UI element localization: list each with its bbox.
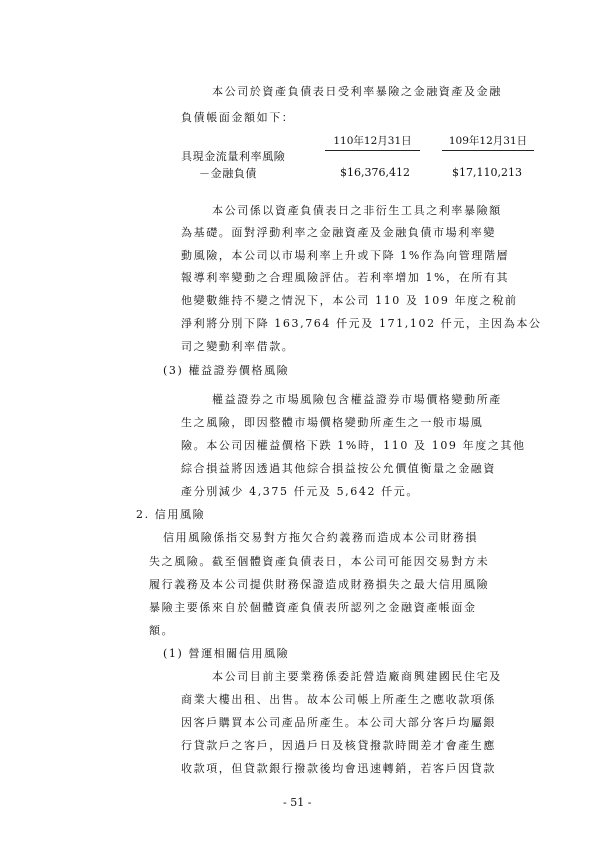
table-col-2021: 110年12月31日 <box>333 135 412 147</box>
page-number: - 51 - <box>283 796 312 809</box>
operating-line-1: 本公司目前主要業務係委託營造廠商興建國民住宅及 <box>212 670 502 683</box>
intro-line-1: 本公司於資產負債表日受利率暴險之金融資產及金融 <box>212 85 502 98</box>
operating-heading: (1) 營運相關信用風險 <box>163 647 290 660</box>
table-rule-2020 <box>442 150 534 151</box>
table-value-2020: $17,110,213 <box>452 166 522 179</box>
intro-line-2: 負債帳面金額如下： <box>181 111 295 124</box>
operating-line-4: 行貸款戶之客戶，因過戶日及核貸撥款時間差才會產生應 <box>181 739 496 752</box>
equity-line-2: 生之風險，即因整體市場價格變動所產生之一般市場風 <box>181 416 484 429</box>
credit-line-5: 額。 <box>149 624 175 637</box>
operating-line-2: 商業大樓出租、出售。故本公司帳上所產生之應收款項係 <box>181 693 496 706</box>
credit-line-2: 失之風險。截至個體資產負債表日，本公司可能因交易對方未 <box>149 555 490 568</box>
credit-line-4: 暴險主要係來自於個體資產負債表所認列之金融資產帳面金 <box>149 601 477 614</box>
interest-line-6: 淨利將分別下降 163,764 仟元及 171,102 仟元，主因為本公 <box>181 317 542 330</box>
interest-line-1: 本公司係以資產負債表日之非衍生工具之利率暴險額 <box>212 204 502 217</box>
equity-line-5: 產分別減少 4,375 仟元及 5,642 仟元。 <box>181 485 419 498</box>
interest-line-2: 為基礎。面對浮動利率之金融資產及金融負債市場利率變 <box>181 226 496 239</box>
equity-heading: (3) 權益證券價格風險 <box>163 364 290 377</box>
operating-line-5: 收款項，但貸款銀行撥款後均會迅速轉銷，若客戶因貸款 <box>181 762 496 775</box>
table-rule-2021 <box>325 150 420 151</box>
operating-line-3: 因客戶購買本公司產品所產生。本公司大部分客戶均屬銀 <box>181 716 496 729</box>
interest-line-7: 司之變動利率借款。 <box>181 340 295 353</box>
equity-line-1: 權益證券之市場風險包含權益證券市場價格變動所產 <box>212 393 502 406</box>
interest-line-5: 他變數維持不變之情況下，本公司 110 及 109 年度之稅前 <box>181 294 518 307</box>
table-value-2021: $16,376,412 <box>340 166 410 179</box>
table-row-header: 具現金流量利率風險 <box>181 150 286 163</box>
interest-line-3: 動風險，本公司以市場利率上升或下降 1%作為向管理階層 <box>181 249 510 262</box>
equity-line-3: 險。本公司因權益價格下跌 1%時，110 及 109 年度之其他 <box>181 439 526 452</box>
credit-line-1: 信用風險係指交易對方拖欠合約義務而造成本公司財務損 <box>163 531 478 544</box>
credit-line-3: 履行義務及本公司提供財務保證造成財務損失之最大信用風險 <box>149 578 490 591</box>
credit-heading: 2. 信用風險 <box>136 508 206 521</box>
table-col-2020: 109年12月31日 <box>448 135 528 147</box>
equity-line-4: 綜合損益將因透過其他綜合損益按公允價值衡量之金融資 <box>181 462 496 475</box>
interest-line-4: 報導利率變動之合理風險評估。若利率增加 1%，在所有其 <box>181 271 510 284</box>
table-row-label: －金融負債 <box>199 167 257 180</box>
